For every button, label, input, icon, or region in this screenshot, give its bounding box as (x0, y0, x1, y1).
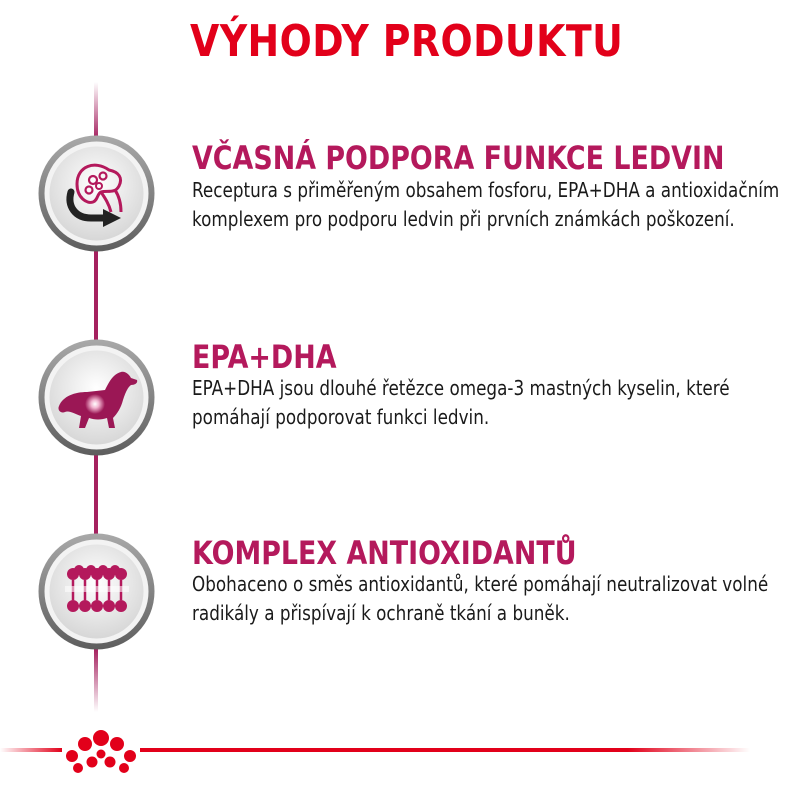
cell-membrane-icon (35, 530, 158, 653)
royal-canin-crown-logo (58, 722, 144, 780)
benefit-description: EPA+DHA jsou dlouhé řetězce omega-3 mastných kyselin, které pomáhají podporovat funkci ledvin. (192, 376, 730, 429)
benefit-heading: VČASNÁ PODPORA FUNKCE LEDVIN (192, 139, 725, 177)
benefit-description: Receptura s přiměřeným obsahem fosforu, EPA+DHA a antioxidačním komplexem pro podporu ledvin při prvních známkách poškození. (192, 178, 780, 231)
page-title: VÝHODY PRODUKTU (190, 16, 624, 67)
kidney-icon (35, 132, 158, 255)
footer-line-right (140, 748, 750, 752)
benefit-heading: EPA+DHA (192, 338, 337, 376)
footer-line-left (0, 748, 62, 752)
benefit-heading: KOMPLEX ANTIOXIDANTŮ (192, 534, 577, 572)
benefit-description: Obohaceno o směs antioxidantů, které pomáhají neutralizovat volné radikály a přispívají k ochraně tkání a buněk. (192, 572, 769, 625)
dog-icon (35, 336, 158, 459)
